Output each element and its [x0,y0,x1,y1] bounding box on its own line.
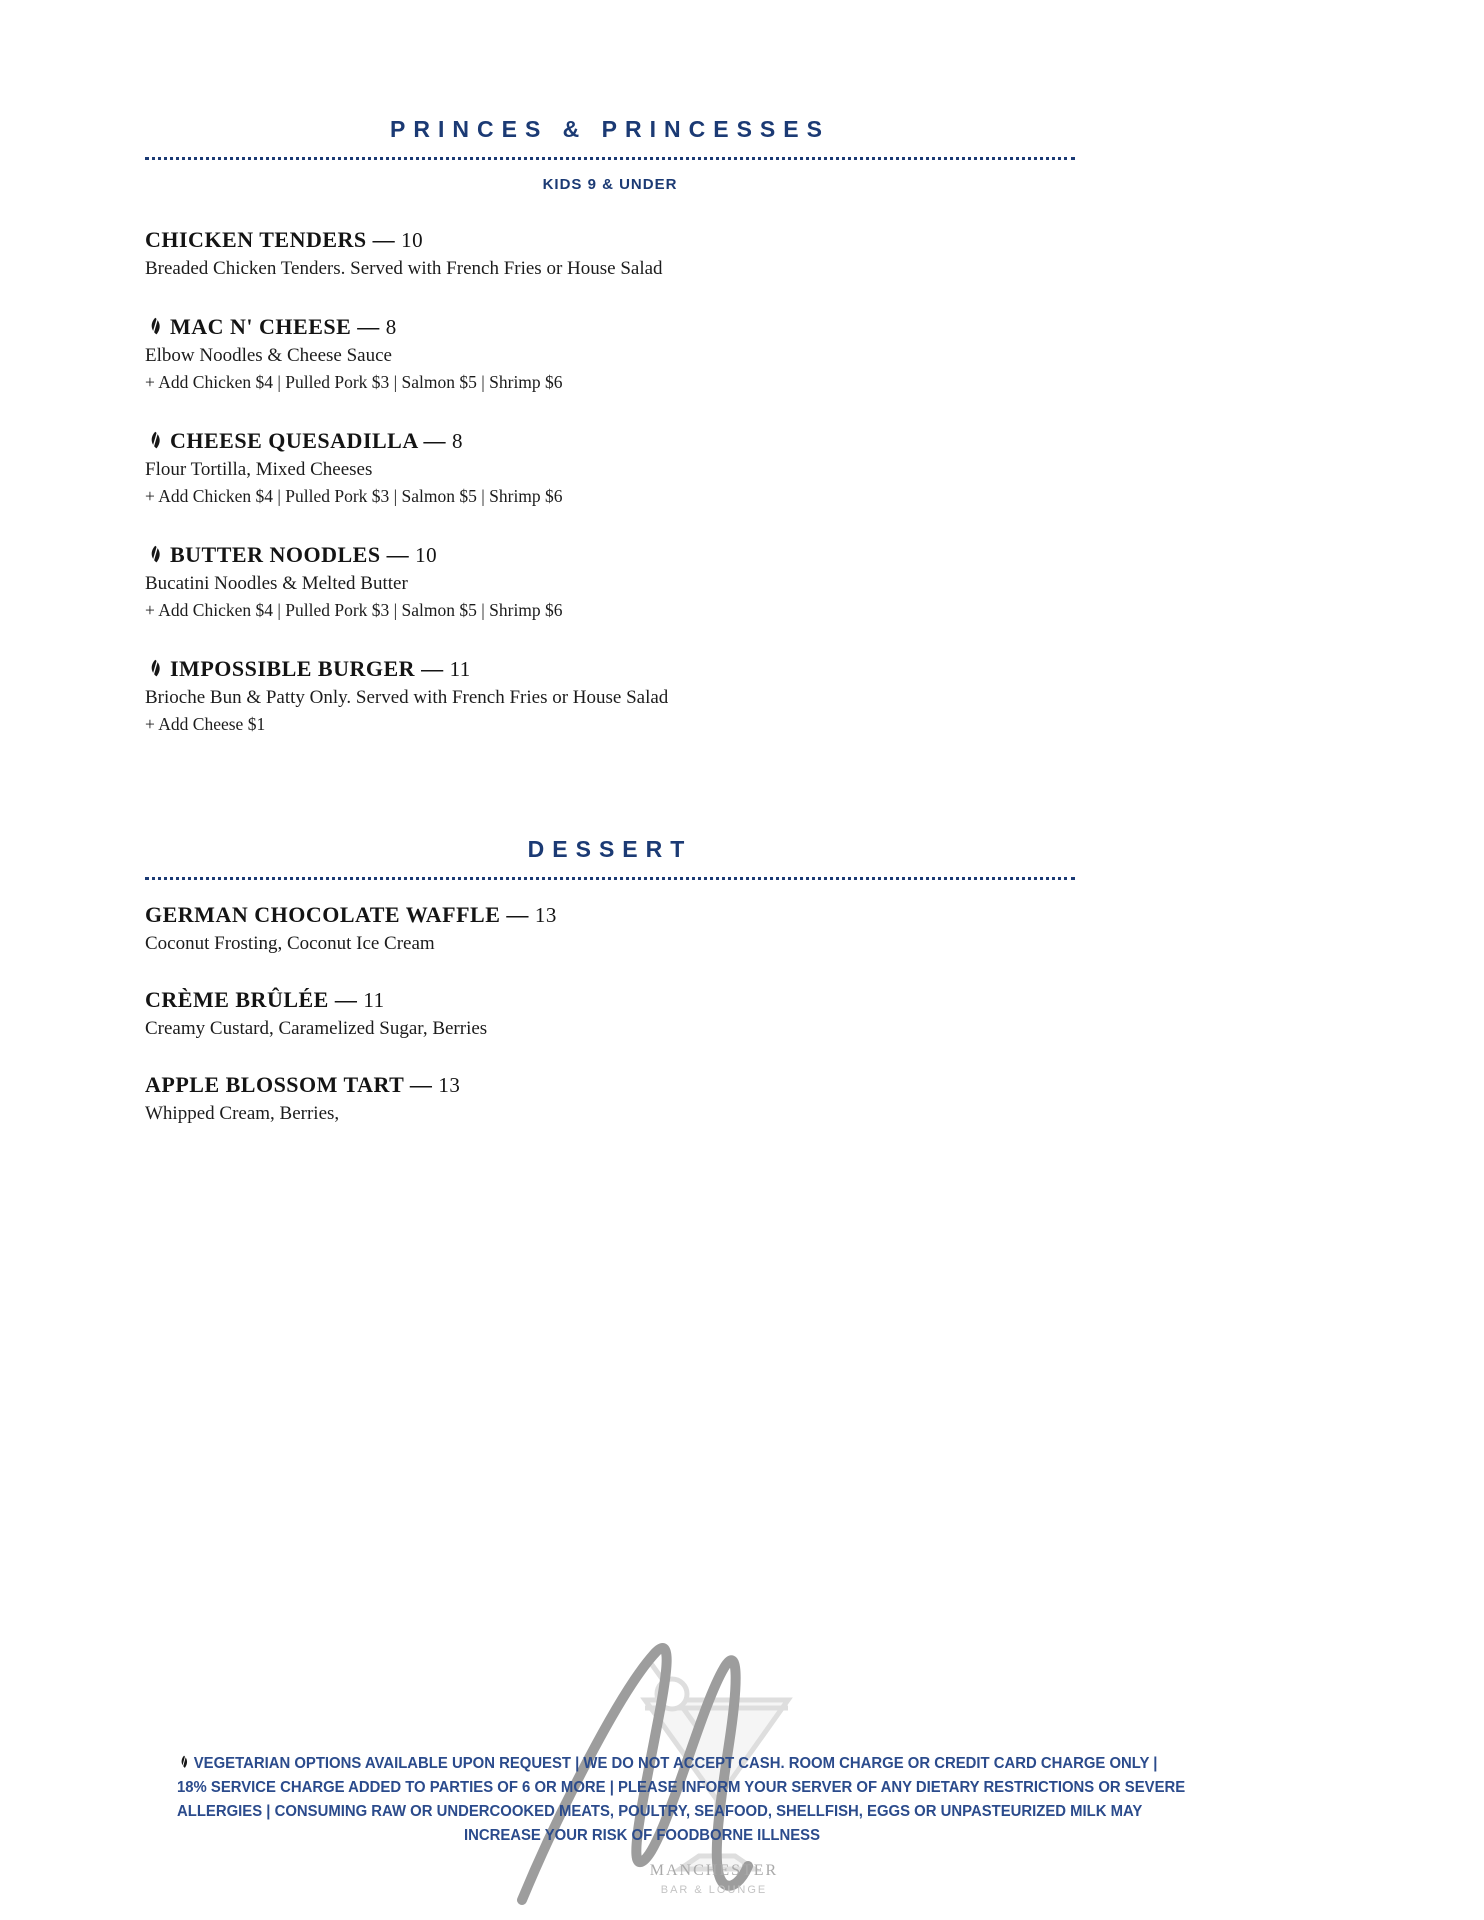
kids-section-title: PRINCES & PRINCESSES [390,116,830,142]
footer-line-2: 18% SERVICE CHARGE ADDED TO PARTIES OF 6 OR MORE | PLEASE INFORM YOUR SERVER OF ANY DIETARY RESTRICTIONS OR SEVERE [177,1779,1186,1796]
footer-line-3: ALLERGIES | CONSUMING RAW OR UNDERCOOKED MEATS, POULTRY, SEAFOOD, SHELLFISH, EGGS OR UNPASTEURIZED MILK MAY [177,1803,1143,1820]
item-heading [145,312,1075,342]
item-name: MAC N' CHEESE [170,314,352,339]
price-separator: — [506,902,529,927]
dessert-items [145,900,1075,1127]
kids-section-subtitle: KIDS 9 & UNDER [542,176,678,193]
item-price: 13 [438,1073,461,1097]
item-name: CHEESE QUESADILLA [170,428,418,453]
item-heading [145,900,1075,930]
price-separator: — [357,314,380,339]
dessert-section [145,836,1075,1155]
footer-line-4: INCREASE YOUR RISK OF FOODBORNE ILLNESS [463,1827,821,1844]
menu-item-cheese-quesadilla [145,426,1075,510]
footer-line-1 [177,1752,1158,1776]
item-heading [145,985,1075,1015]
menu-item-butter-noodles [145,540,1075,624]
price-separator: — [421,656,444,681]
kids-items [145,225,1075,738]
menu-item-apple-blossom-tart [145,1070,1075,1127]
leaf-icon [145,428,164,447]
item-description: Creamy Custard, Caramelized Sugar, Berries [145,1018,488,1039]
menu-item-mac-n-cheese [145,312,1075,396]
footer-text: VEGETARIAN OPTIONS AVAILABLE UPON REQUEST | WE DO NOT ACCEPT CASH. ROOM CHARGE OR CREDIT CARD CHARGE ONLY | [193,1755,1158,1772]
item-name: GERMAN CHOCOLATE WAFFLE [145,902,501,927]
price-separator: — [386,542,410,567]
item-name: IMPOSSIBLE BURGER [170,656,416,681]
dessert-section-title: DESSERT [527,836,693,862]
menu-item-impossible-burger [145,654,1075,738]
item-price: 10 [415,543,438,567]
price-separator: — [372,227,396,252]
item-description: Elbow Noodles & Cheese Sauce [145,345,392,366]
item-price: 10 [401,228,424,252]
footer-disclaimer [142,1752,1186,1848]
item-description: Brioche Bun & Patty Only. Served with French Fries or House Salad [145,687,669,708]
item-addons: + Add Chicken $4 | Pulled Pork $3 | Salmon $5 | Shrimp $6 [145,486,563,506]
item-description: Breaded Chicken Tenders. Served with French Fries or House Salad [145,258,663,279]
item-price: 13 [534,903,557,927]
price-separator: — [409,1072,433,1097]
item-price: 8 [385,315,397,339]
item-description: Whipped Cream, Berries, [145,1103,340,1124]
item-description: Coconut Frosting, Coconut Ice Cream [145,933,435,954]
menu-item-creme-brulee [145,985,1075,1042]
leaf-icon [145,314,164,333]
leaf-icon [177,1753,190,1767]
item-description: Bucatini Noodles & Melted Butter [145,573,408,594]
item-name: APPLE BLOSSOM TART [145,1072,404,1097]
item-price: 11 [449,657,471,681]
item-heading [145,654,1075,684]
item-addons: + Add Chicken $4 | Pulled Pork $3 | Salmon $5 | Shrimp $6 [145,372,563,392]
menu-item-german-chocolate-waffle [145,900,1075,957]
item-heading [145,540,1075,570]
dotted-divider [145,157,1075,160]
item-description: Flour Tortilla, Mixed Cheeses [145,459,373,480]
leaf-icon [145,656,164,675]
menu-item-chicken-tenders [145,225,1075,282]
item-addons: + Add Chicken $4 | Pulled Pork $3 | Salmon $5 | Shrimp $6 [145,600,563,620]
logo-name: MANCHESTER [649,1862,779,1879]
item-price: 11 [363,988,385,1012]
price-separator: — [334,987,358,1012]
price-separator: — [423,428,447,453]
item-heading [145,426,1075,456]
item-heading [145,1070,1075,1100]
item-name: CRÈME BRÛLÉE [145,987,329,1012]
item-price: 8 [452,429,464,453]
item-addons: + Add Cheese $1 [145,714,266,734]
kids-section [145,116,1075,768]
item-name: CHICKEN TENDERS [145,227,367,252]
logo-tagline: BAR & LOUNGE [660,1884,768,1896]
item-name: BUTTER NOODLES [170,542,381,567]
dotted-divider [145,877,1075,880]
item-heading [145,225,1075,255]
leaf-icon [145,542,164,561]
